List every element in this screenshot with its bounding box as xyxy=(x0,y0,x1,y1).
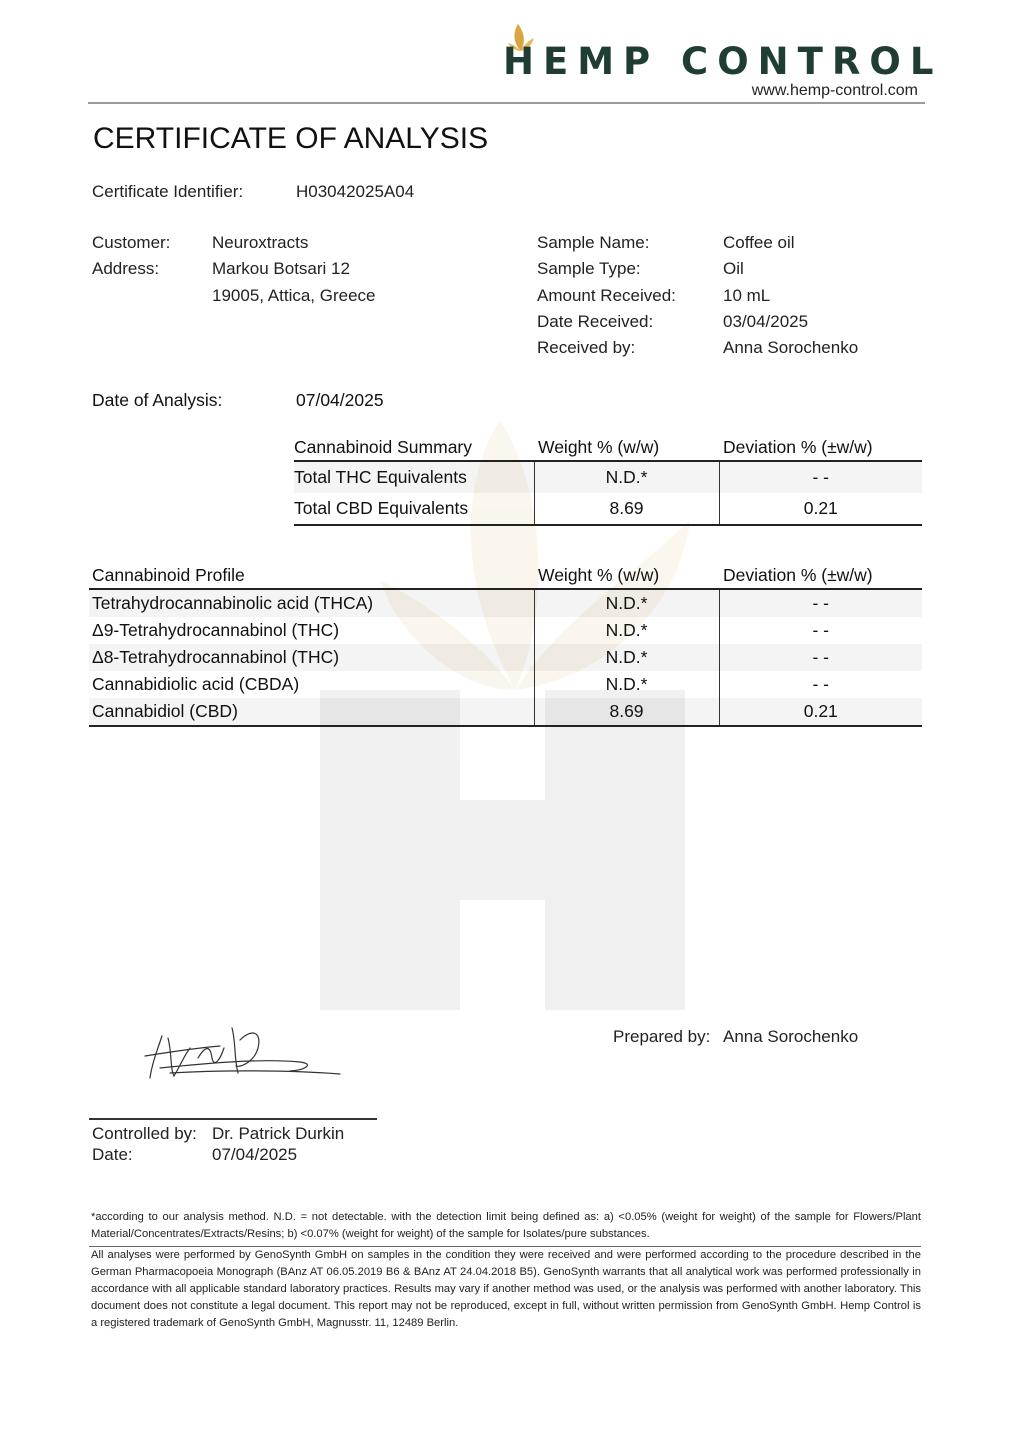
received-by-label: Received by: xyxy=(537,338,636,357)
controlled-by-label: Controlled by: xyxy=(92,1124,197,1143)
signature-line xyxy=(89,1118,377,1120)
cannabinoid-profile-table xyxy=(89,560,922,727)
brand-logo: HEMP CONTROL xyxy=(503,40,943,83)
summary-cell-deviation: 0.21 xyxy=(719,493,922,525)
address-line-2: 19005, Attica, Greece xyxy=(212,286,376,305)
profile-cell-deviation: - - xyxy=(719,617,922,644)
table-row xyxy=(89,589,922,617)
certificate-id-label: Certificate Identifier: xyxy=(92,182,244,201)
profile-cell-deviation: - - xyxy=(719,644,922,671)
prepared-by-value: Anna Sorochenko xyxy=(723,1027,859,1046)
summary-header-weight: Weight % (w/w) xyxy=(534,432,719,461)
control-date-value: 07/04/2025 xyxy=(212,1145,298,1164)
profile-cell-name: Δ9-Tetrahydrocannabinol (THC) xyxy=(92,620,340,640)
certificate-id-value: H03042025A04 xyxy=(296,182,415,201)
footnote-text: *according to our analysis method. N.D. = not detectable. with the detection limit being defined as: a) <0.05% (weight for weight) of the sample for Flowers/Plant Material/Concentrates/Extracts/Resins; b) <0.07% (weight for weight) of the sample for Isolates/pure substances. xyxy=(91,1211,921,1240)
summary-cell-name: Total CBD Equivalents xyxy=(294,493,534,525)
sample-type-value: Oil xyxy=(723,259,744,278)
profile-cell-weight: N.D.* xyxy=(534,589,719,617)
profile-cell-weight: N.D.* xyxy=(534,644,719,671)
profile-header-cannabinoid: Cannabinoid Profile xyxy=(89,560,534,589)
summary-cell-weight: 8.69 xyxy=(534,493,719,525)
disclaimer-text: All analyses were performed by GenoSynth GmbH on samples in the condition they were received and were performed according to the procedure described in the German Pharmacopoeia Monograph (BAnz AT 06.05.2019 B6 & BAnz AT 24.04.2018 B5). GenoSynth warrants that all analytical work was performed professionally in accordance with all applicable standard laboratory practices. Results may vary if another method was used, or the analysis was performed with another laboratory. This document does not constitute a legal document. This report may not be reproduced, except in full, without written permission from GenoSynth GmbH. Hemp Control is a registered trademark of GenoSynth GmbH, Magnusstr. 11, 12489 Berlin. xyxy=(91,1249,921,1329)
sample-name-value: Coffee oil xyxy=(723,233,795,252)
customer-label: Customer: xyxy=(92,233,171,252)
analysis-date-value: 07/04/2025 xyxy=(296,390,384,410)
profile-cell-weight: N.D.* xyxy=(534,617,719,644)
control-date-label: Date: xyxy=(92,1145,133,1164)
analysis-date-label: Date of Analysis: xyxy=(92,390,223,410)
table-row xyxy=(294,493,922,525)
profile-cell-deviation: 0.21 xyxy=(719,698,922,726)
summary-cell-deviation: - - xyxy=(719,461,922,493)
header-divider xyxy=(88,102,925,104)
table-row xyxy=(89,698,922,726)
summary-header-deviation: Deviation % (±w/w) xyxy=(719,432,922,461)
profile-cell-deviation: - - xyxy=(719,671,922,698)
amount-received-value: 10 mL xyxy=(723,286,771,305)
summary-header-cannabinoid: Cannabinoid Summary xyxy=(294,432,534,461)
profile-cell-deviation: - - xyxy=(719,589,922,617)
table-row xyxy=(89,644,922,671)
document-title: CERTIFICATE OF ANALYSIS xyxy=(93,122,489,155)
sample-name-label: Sample Name: xyxy=(537,233,650,252)
profile-cell-name: Tetrahydrocannabinolic acid (THCA) xyxy=(89,589,534,617)
address-line-1: Markou Botsari 12 xyxy=(212,259,350,278)
cannabinoid-summary-table xyxy=(294,432,922,526)
profile-cell-weight: N.D.* xyxy=(534,671,719,698)
signature-image xyxy=(140,1018,350,1088)
profile-cell-name: Cannabidiol (CBD) xyxy=(89,698,534,726)
summary-cell-name: Total THC Equivalents xyxy=(294,461,534,493)
prepared-by-label: Prepared by: xyxy=(613,1027,711,1046)
profile-cell-weight: 8.69 xyxy=(534,698,719,726)
customer-value: Neuroxtracts xyxy=(212,233,309,252)
date-received-label: Date Received: xyxy=(537,312,654,331)
table-row xyxy=(89,617,922,644)
profile-cell-name: Δ8-Tetrahydrocannabinol (THC) xyxy=(89,644,534,671)
profile-cell-name: Cannabidiolic acid (CBDA) xyxy=(92,674,300,694)
table-row xyxy=(89,671,922,698)
sample-type-label: Sample Type: xyxy=(537,259,641,278)
amount-received-label: Amount Received: xyxy=(537,286,676,305)
address-label: Address: xyxy=(92,259,160,278)
website-link[interactable]: www.hemp-control.com xyxy=(751,82,918,99)
summary-cell-weight: N.D.* xyxy=(534,461,719,493)
date-received-value: 03/04/2025 xyxy=(723,312,809,331)
profile-header-deviation: Deviation % (±w/w) xyxy=(719,560,922,589)
controlled-by-value: Dr. Patrick Durkin xyxy=(212,1124,345,1143)
table-row xyxy=(294,461,922,493)
received-by-value: Anna Sorochenko xyxy=(723,338,859,357)
profile-header-weight: Weight % (w/w) xyxy=(534,560,719,589)
